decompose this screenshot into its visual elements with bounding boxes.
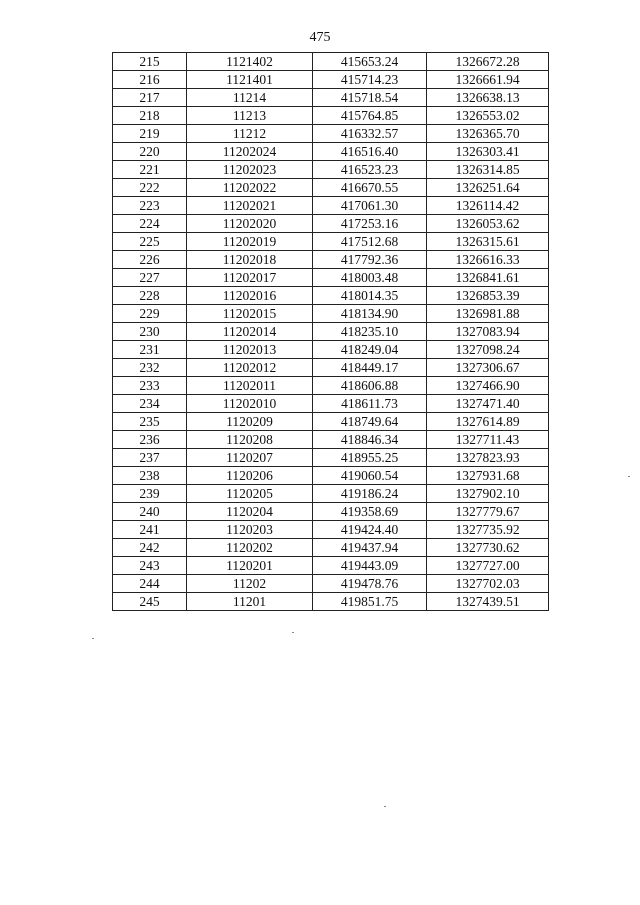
x-coordinate-cell: 419478.76 xyxy=(313,575,427,593)
point-code-cell: 1120209 xyxy=(187,413,313,431)
point-number-cell: 215 xyxy=(113,53,187,71)
point-code-cell: 1121402 xyxy=(187,53,313,71)
point-code-cell: 1120208 xyxy=(187,431,313,449)
table-row xyxy=(113,359,549,377)
x-coordinate-cell: 416332.57 xyxy=(313,125,427,143)
table-row xyxy=(113,125,549,143)
point-code-cell: 11202017 xyxy=(187,269,313,287)
point-number-cell: 244 xyxy=(113,575,187,593)
x-coordinate-cell: 418846.34 xyxy=(313,431,427,449)
point-code-cell: 11202013 xyxy=(187,341,313,359)
x-coordinate-cell: 418014.35 xyxy=(313,287,427,305)
table-row xyxy=(113,71,549,89)
y-coordinate-cell: 1327083.94 xyxy=(427,323,549,341)
y-coordinate-cell: 1327439.51 xyxy=(427,593,549,611)
point-number-cell: 235 xyxy=(113,413,187,431)
point-number-cell: 222 xyxy=(113,179,187,197)
point-number-cell: 237 xyxy=(113,449,187,467)
y-coordinate-cell: 1326841.61 xyxy=(427,269,549,287)
x-coordinate-cell: 416523.23 xyxy=(313,161,427,179)
point-code-cell: 11214 xyxy=(187,89,313,107)
table-row xyxy=(113,179,549,197)
point-number-cell: 242 xyxy=(113,539,187,557)
y-coordinate-cell: 1326616.33 xyxy=(427,251,549,269)
y-coordinate-cell: 1326672.28 xyxy=(427,53,549,71)
table-row xyxy=(113,305,549,323)
point-code-cell: 1120204 xyxy=(187,503,313,521)
table-row xyxy=(113,467,549,485)
y-coordinate-cell: 1326638.13 xyxy=(427,89,549,107)
point-number-cell: 217 xyxy=(113,89,187,107)
table-row xyxy=(113,413,549,431)
point-number-cell: 232 xyxy=(113,359,187,377)
point-code-cell: 11202016 xyxy=(187,287,313,305)
point-code-cell: 1120205 xyxy=(187,485,313,503)
point-number-cell: 238 xyxy=(113,467,187,485)
table-row xyxy=(113,521,549,539)
point-code-cell: 11202012 xyxy=(187,359,313,377)
point-number-cell: 240 xyxy=(113,503,187,521)
table-row xyxy=(113,269,549,287)
table-row xyxy=(113,503,549,521)
table-row xyxy=(113,323,549,341)
coordinates-table-body xyxy=(113,53,549,611)
point-code-cell: 11213 xyxy=(187,107,313,125)
point-number-cell: 245 xyxy=(113,593,187,611)
point-code-cell: 1120203 xyxy=(187,521,313,539)
table-row xyxy=(113,53,549,71)
point-code-cell: 11202010 xyxy=(187,395,313,413)
scan-speck xyxy=(628,476,630,477)
y-coordinate-cell: 1326053.62 xyxy=(427,215,549,233)
x-coordinate-cell: 418606.88 xyxy=(313,377,427,395)
point-number-cell: 239 xyxy=(113,485,187,503)
x-coordinate-cell: 418449.17 xyxy=(313,359,427,377)
table-row xyxy=(113,197,549,215)
y-coordinate-cell: 1327466.90 xyxy=(427,377,549,395)
y-coordinate-cell: 1326315.61 xyxy=(427,233,549,251)
x-coordinate-cell: 418235.10 xyxy=(313,323,427,341)
table-row xyxy=(113,233,549,251)
table-row xyxy=(113,107,549,125)
point-number-cell: 227 xyxy=(113,269,187,287)
table-row xyxy=(113,143,549,161)
x-coordinate-cell: 418249.04 xyxy=(313,341,427,359)
x-coordinate-cell: 418749.64 xyxy=(313,413,427,431)
point-code-cell: 11202 xyxy=(187,575,313,593)
point-code-cell: 11202023 xyxy=(187,161,313,179)
x-coordinate-cell: 418003.48 xyxy=(313,269,427,287)
point-number-cell: 216 xyxy=(113,71,187,89)
table-row xyxy=(113,593,549,611)
table-row xyxy=(113,287,549,305)
scan-speck xyxy=(92,638,94,639)
point-number-cell: 228 xyxy=(113,287,187,305)
y-coordinate-cell: 1327779.67 xyxy=(427,503,549,521)
table-row xyxy=(113,575,549,593)
point-number-cell: 225 xyxy=(113,233,187,251)
x-coordinate-cell: 419358.69 xyxy=(313,503,427,521)
point-code-cell: 11202022 xyxy=(187,179,313,197)
table-row xyxy=(113,431,549,449)
y-coordinate-cell: 1327727.00 xyxy=(427,557,549,575)
point-code-cell: 1121401 xyxy=(187,71,313,89)
point-code-cell: 11202019 xyxy=(187,233,313,251)
table-row xyxy=(113,449,549,467)
y-coordinate-cell: 1326303.41 xyxy=(427,143,549,161)
y-coordinate-cell: 1327306.67 xyxy=(427,359,549,377)
y-coordinate-cell: 1327902.10 xyxy=(427,485,549,503)
table-row xyxy=(113,485,549,503)
page-number: 475 xyxy=(309,30,331,45)
x-coordinate-cell: 419186.24 xyxy=(313,485,427,503)
y-coordinate-cell: 1327471.40 xyxy=(427,395,549,413)
x-coordinate-cell: 417512.68 xyxy=(313,233,427,251)
x-coordinate-cell: 419437.94 xyxy=(313,539,427,557)
point-number-cell: 224 xyxy=(113,215,187,233)
point-number-cell: 234 xyxy=(113,395,187,413)
point-number-cell: 233 xyxy=(113,377,187,395)
scan-speck xyxy=(292,632,294,633)
point-code-cell: 11212 xyxy=(187,125,313,143)
table-row xyxy=(113,161,549,179)
point-number-cell: 226 xyxy=(113,251,187,269)
point-number-cell: 241 xyxy=(113,521,187,539)
table-row xyxy=(113,251,549,269)
point-number-cell: 231 xyxy=(113,341,187,359)
x-coordinate-cell: 417792.36 xyxy=(313,251,427,269)
point-code-cell: 11202021 xyxy=(187,197,313,215)
point-code-cell: 11202018 xyxy=(187,251,313,269)
point-code-cell: 1120202 xyxy=(187,539,313,557)
point-code-cell: 1120207 xyxy=(187,449,313,467)
point-number-cell: 230 xyxy=(113,323,187,341)
point-code-cell: 1120201 xyxy=(187,557,313,575)
y-coordinate-cell: 1326365.70 xyxy=(427,125,549,143)
x-coordinate-cell: 415718.54 xyxy=(313,89,427,107)
point-number-cell: 218 xyxy=(113,107,187,125)
point-code-cell: 11202020 xyxy=(187,215,313,233)
x-coordinate-cell: 419424.40 xyxy=(313,521,427,539)
x-coordinate-cell: 415764.85 xyxy=(313,107,427,125)
point-number-cell: 236 xyxy=(113,431,187,449)
table-row xyxy=(113,215,549,233)
y-coordinate-cell: 1326853.39 xyxy=(427,287,549,305)
point-number-cell: 229 xyxy=(113,305,187,323)
point-number-cell: 220 xyxy=(113,143,187,161)
x-coordinate-cell: 419060.54 xyxy=(313,467,427,485)
point-code-cell: 11201 xyxy=(187,593,313,611)
table-row xyxy=(113,539,549,557)
x-coordinate-cell: 418611.73 xyxy=(313,395,427,413)
y-coordinate-cell: 1327730.62 xyxy=(427,539,549,557)
scan-speck xyxy=(384,806,386,807)
y-coordinate-cell: 1327823.93 xyxy=(427,449,549,467)
y-coordinate-cell: 1326553.02 xyxy=(427,107,549,125)
point-number-cell: 243 xyxy=(113,557,187,575)
table-row xyxy=(113,557,549,575)
x-coordinate-cell: 419851.75 xyxy=(313,593,427,611)
y-coordinate-cell: 1326114.42 xyxy=(427,197,549,215)
point-number-cell: 221 xyxy=(113,161,187,179)
y-coordinate-cell: 1327098.24 xyxy=(427,341,549,359)
table-row xyxy=(113,341,549,359)
y-coordinate-cell: 1327702.03 xyxy=(427,575,549,593)
coordinates-table xyxy=(112,52,549,611)
table-row xyxy=(113,89,549,107)
y-coordinate-cell: 1326314.85 xyxy=(427,161,549,179)
point-code-cell: 11202014 xyxy=(187,323,313,341)
y-coordinate-cell: 1327711.43 xyxy=(427,431,549,449)
y-coordinate-cell: 1327735.92 xyxy=(427,521,549,539)
y-coordinate-cell: 1326981.88 xyxy=(427,305,549,323)
y-coordinate-cell: 1327931.68 xyxy=(427,467,549,485)
x-coordinate-cell: 416516.40 xyxy=(313,143,427,161)
x-coordinate-cell: 419443.09 xyxy=(313,557,427,575)
point-code-cell: 11202024 xyxy=(187,143,313,161)
x-coordinate-cell: 417253.16 xyxy=(313,215,427,233)
x-coordinate-cell: 417061.30 xyxy=(313,197,427,215)
y-coordinate-cell: 1326661.94 xyxy=(427,71,549,89)
y-coordinate-cell: 1326251.64 xyxy=(427,179,549,197)
x-coordinate-cell: 415653.24 xyxy=(313,53,427,71)
table-row xyxy=(113,395,549,413)
x-coordinate-cell: 415714.23 xyxy=(313,71,427,89)
point-code-cell: 1120206 xyxy=(187,467,313,485)
point-code-cell: 11202015 xyxy=(187,305,313,323)
point-number-cell: 219 xyxy=(113,125,187,143)
point-code-cell: 11202011 xyxy=(187,377,313,395)
point-number-cell: 223 xyxy=(113,197,187,215)
x-coordinate-cell: 416670.55 xyxy=(313,179,427,197)
table-row xyxy=(113,377,549,395)
y-coordinate-cell: 1327614.89 xyxy=(427,413,549,431)
x-coordinate-cell: 418134.90 xyxy=(313,305,427,323)
x-coordinate-cell: 418955.25 xyxy=(313,449,427,467)
